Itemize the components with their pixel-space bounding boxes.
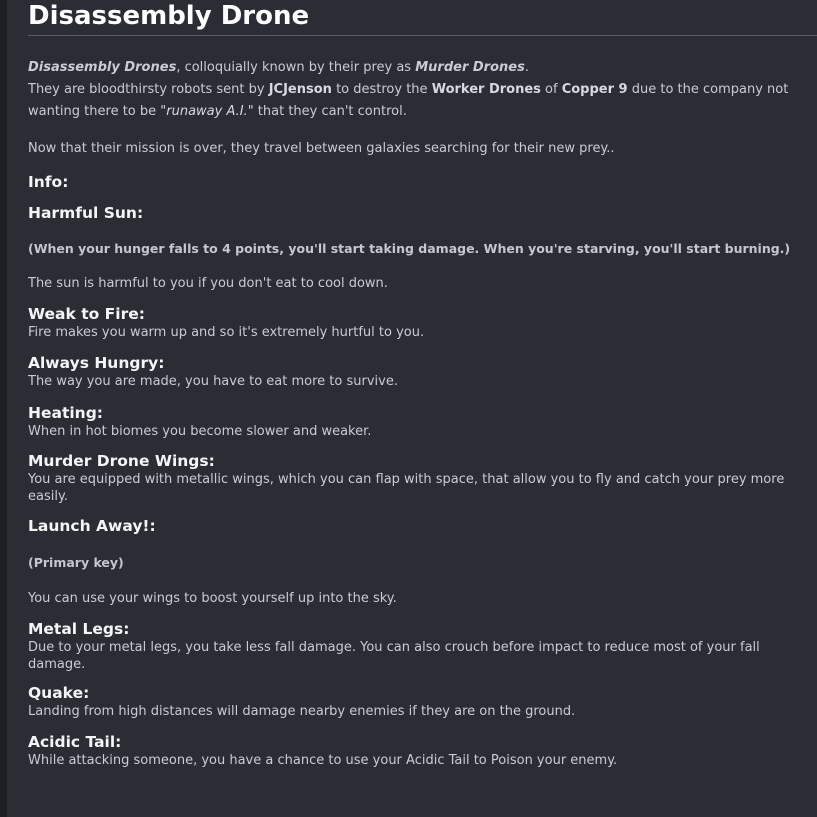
section-desc-acidic-tail: While attacking someone, you have a chance to use your Acidic Tail to Poison your enemy.: [28, 753, 618, 768]
intro-text-2: They are bloodthirsty robots sent by: [28, 82, 269, 97]
section-desc-heating: When in hot biomes you become slower and weaker.: [28, 424, 372, 439]
section-desc-murder-drone-wings: You are equipped with metallic wings, which you can flap with space, that allow you to fly and catch your prey more easily.: [28, 472, 785, 504]
intro-line-3: [28, 101, 817, 123]
document-content: [28, 0, 817, 769]
drone-name: Disassembly Drones: [28, 60, 177, 75]
intro-text-1: , colloquially known by their prey as: [176, 60, 416, 75]
section-note-launch-away: (Primary key): [28, 555, 124, 570]
intro-line-2: [28, 79, 817, 101]
section-heading-harmful-sun: Harmful Sun:: [28, 204, 144, 222]
section-desc-quake: Landing from high distances will damage nearby enemies if they are on the ground.: [28, 704, 576, 719]
section-heading-weak-to-fire: Weak to Fire:: [28, 305, 145, 323]
section-desc-launch-away: You can use your wings to boost yourself up into the sky.: [28, 591, 397, 606]
section-heading-murder-drone-wings: Murder Drone Wings:: [28, 452, 215, 470]
info-heading: Info:: [28, 173, 69, 191]
intro-text-4: of: [540, 82, 562, 97]
mission-paragraph: Now that their mission is over, they travel between galaxies searching for their new prey..: [28, 141, 615, 156]
intro-text-5: due to the company not: [627, 82, 789, 97]
intro-text-6: wanting there to be: [28, 104, 161, 119]
section-heading-heating: Heating:: [28, 404, 103, 422]
section-heading-metal-legs: Metal Legs:: [28, 620, 130, 638]
section-desc-always-hungry: The way you are made, you have to eat more to survive.: [28, 374, 398, 389]
intro-text-7: that they can't control.: [253, 104, 407, 119]
worker-drones-text: Worker Drones: [431, 82, 541, 97]
prey-name: Murder Drones: [415, 60, 525, 75]
section-desc-metal-legs: Due to your metal legs, you take less fall damage. You can also crouch before impact to reduce most of your fall damage.: [28, 640, 760, 672]
section-heading-acidic-tail: Acidic Tail:: [28, 733, 122, 751]
runaway-ai-text: "runaway A.I.": [160, 104, 254, 119]
section-note-harmful-sun: (When your hunger falls to 4 points, you'll start taking damage. When you're starving, you'll start burning.): [28, 241, 791, 256]
left-sidebar-strip: [0, 0, 7, 817]
section-desc-weak-to-fire: Fire makes you warm up and so it's extremely hurtful to you.: [28, 325, 425, 340]
intro-line-1: [28, 57, 817, 79]
section-heading-launch-away: Launch Away!:: [28, 517, 156, 535]
page-title: Disassembly Drone: [28, 0, 817, 36]
intro-text-1-end: .: [524, 60, 529, 75]
jcjenson-text: JCJenson: [268, 82, 332, 97]
section-desc-harmful-sun: The sun is harmful to you if you don't eat to cool down.: [28, 276, 388, 291]
section-heading-always-hungry: Always Hungry:: [28, 354, 165, 372]
copper-9-text: Copper 9: [561, 82, 628, 97]
intro-text-3: to destroy the: [331, 82, 432, 97]
section-heading-quake: Quake:: [28, 684, 90, 702]
